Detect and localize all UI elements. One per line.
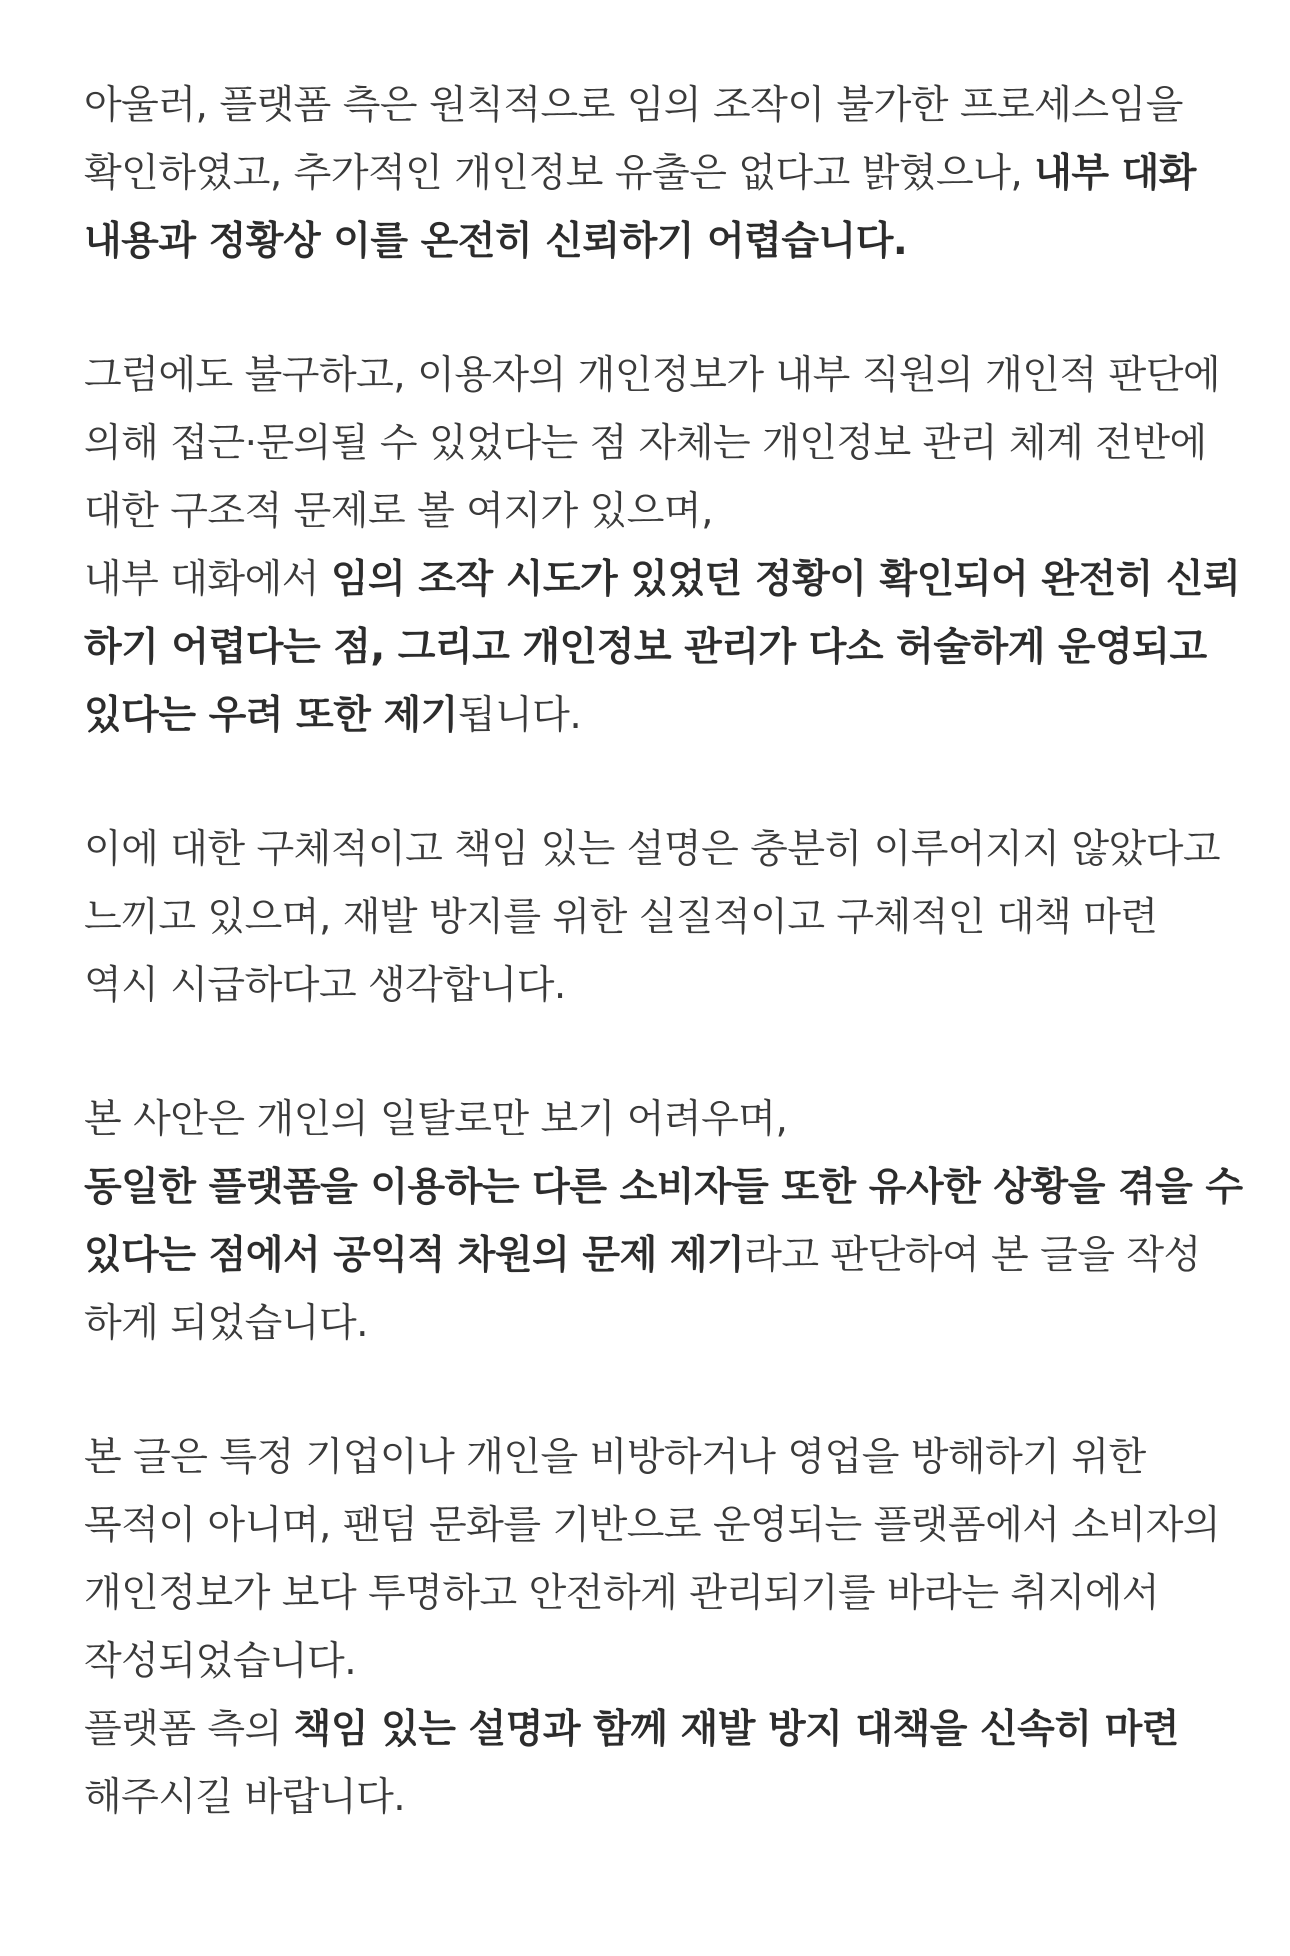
text-run: 하게 되었습니다. [84,1301,369,1346]
text-line [84,1696,1230,1764]
bold-text-run: 내부 대화 [1034,151,1196,196]
bold-text-run: 동일한 플랫폼을 이용하는 다른 소비자들 또한 유사한 상황을 겪을 수 [84,1165,1243,1210]
bold-text-run: 책임 있는 설명과 함께 재발 방지 대책을 신속히 마련 [293,1707,1179,1752]
text-line [84,884,1230,952]
paragraph-platform-response [84,72,1230,276]
text-run: 대한 구조적 문제로 볼 여지가 있으며, [84,489,713,534]
text-line [84,478,1230,546]
text-line [84,1764,1230,1832]
text-run: 목적이 아니며, 팬덤 문화를 기반으로 운영되는 플랫폼에서 소비자의 [84,1503,1221,1548]
bold-text-run: 임의 조작 시도가 있었던 정황이 확인되어 완전히 신뢰 [330,557,1241,602]
bold-text-run: 내용과 정황상 이를 온전히 신뢰하기 어렵습니다. [84,219,908,264]
text-line [84,682,1230,750]
text-line [84,952,1230,1020]
paragraph-public-interest [84,1086,1243,1358]
text-line [84,1222,1230,1290]
text-line [84,614,1230,682]
paragraph-explanation-request [84,816,1230,1020]
text-line [84,1424,1230,1492]
paragraph-purpose-statement [84,1424,1230,1832]
bold-text-run: 있다는 우려 또한 제기 [84,693,458,738]
text-run: 느끼고 있으며, 재발 방지를 위한 실질적이고 구체적인 대책 마련 [84,895,1158,940]
text-line [84,816,1230,884]
text-run: 본 사안은 개인의 일탈로만 보기 어려우며, [84,1097,788,1142]
text-run: 플랫폼 측의 [84,1707,294,1752]
text-line [84,1154,1243,1222]
bold-text-run: 하기 어렵다는 점, 그리고 개인정보 관리가 다소 허술하게 운영되고 [84,625,1207,670]
text-run: 개인정보가 보다 투명하고 안전하게 관리되기를 바라는 취지에서 [84,1571,1160,1616]
text-run: 의해 접근·문의될 수 있었다는 점 자체는 개인정보 관리 체계 전반에 [84,421,1207,466]
text-line [84,72,1230,140]
text-run: 그럼에도 불구하고, 이용자의 개인정보가 내부 직원의 개인적 판단에 [84,353,1221,398]
text-line [84,1290,1230,1358]
paragraph-structural-issue [84,342,1241,750]
text-line [84,1492,1230,1560]
text-line [84,1628,1230,1696]
text-run: 해주시길 바랍니다. [84,1775,406,1820]
text-line [84,208,1230,276]
text-run: 이에 대한 구체적이고 책임 있는 설명은 충분히 이루어지지 않았다고 [84,827,1221,872]
text-run: 됩니다. [457,693,582,738]
text-run: 내부 대화에서 [84,557,331,602]
text-run: 확인하였고, 추가적인 개인정보 유출은 없다고 밝혔으나, [84,151,1035,196]
text-run: 역시 시급하다고 생각합니다. [84,963,566,1008]
bold-text-run: 있다는 점에서 공익적 차원의 문제 제기 [84,1233,745,1278]
text-run: 아울러, 플랫폼 측은 원칙적으로 임의 조작이 불가한 프로세스임을 [84,83,1183,128]
text-line [84,546,1241,614]
text-run: 본 글은 특정 기업이나 개인을 비방하거나 영업을 방해하기 위한 [84,1435,1146,1480]
text-line [84,1086,1230,1154]
text-line [84,140,1230,208]
text-line [84,342,1230,410]
text-line [84,410,1230,478]
text-run: 라고 판단하여 본 글을 작성 [744,1233,1201,1278]
text-run: 작성되었습니다. [84,1639,357,1684]
text-line [84,1560,1230,1628]
